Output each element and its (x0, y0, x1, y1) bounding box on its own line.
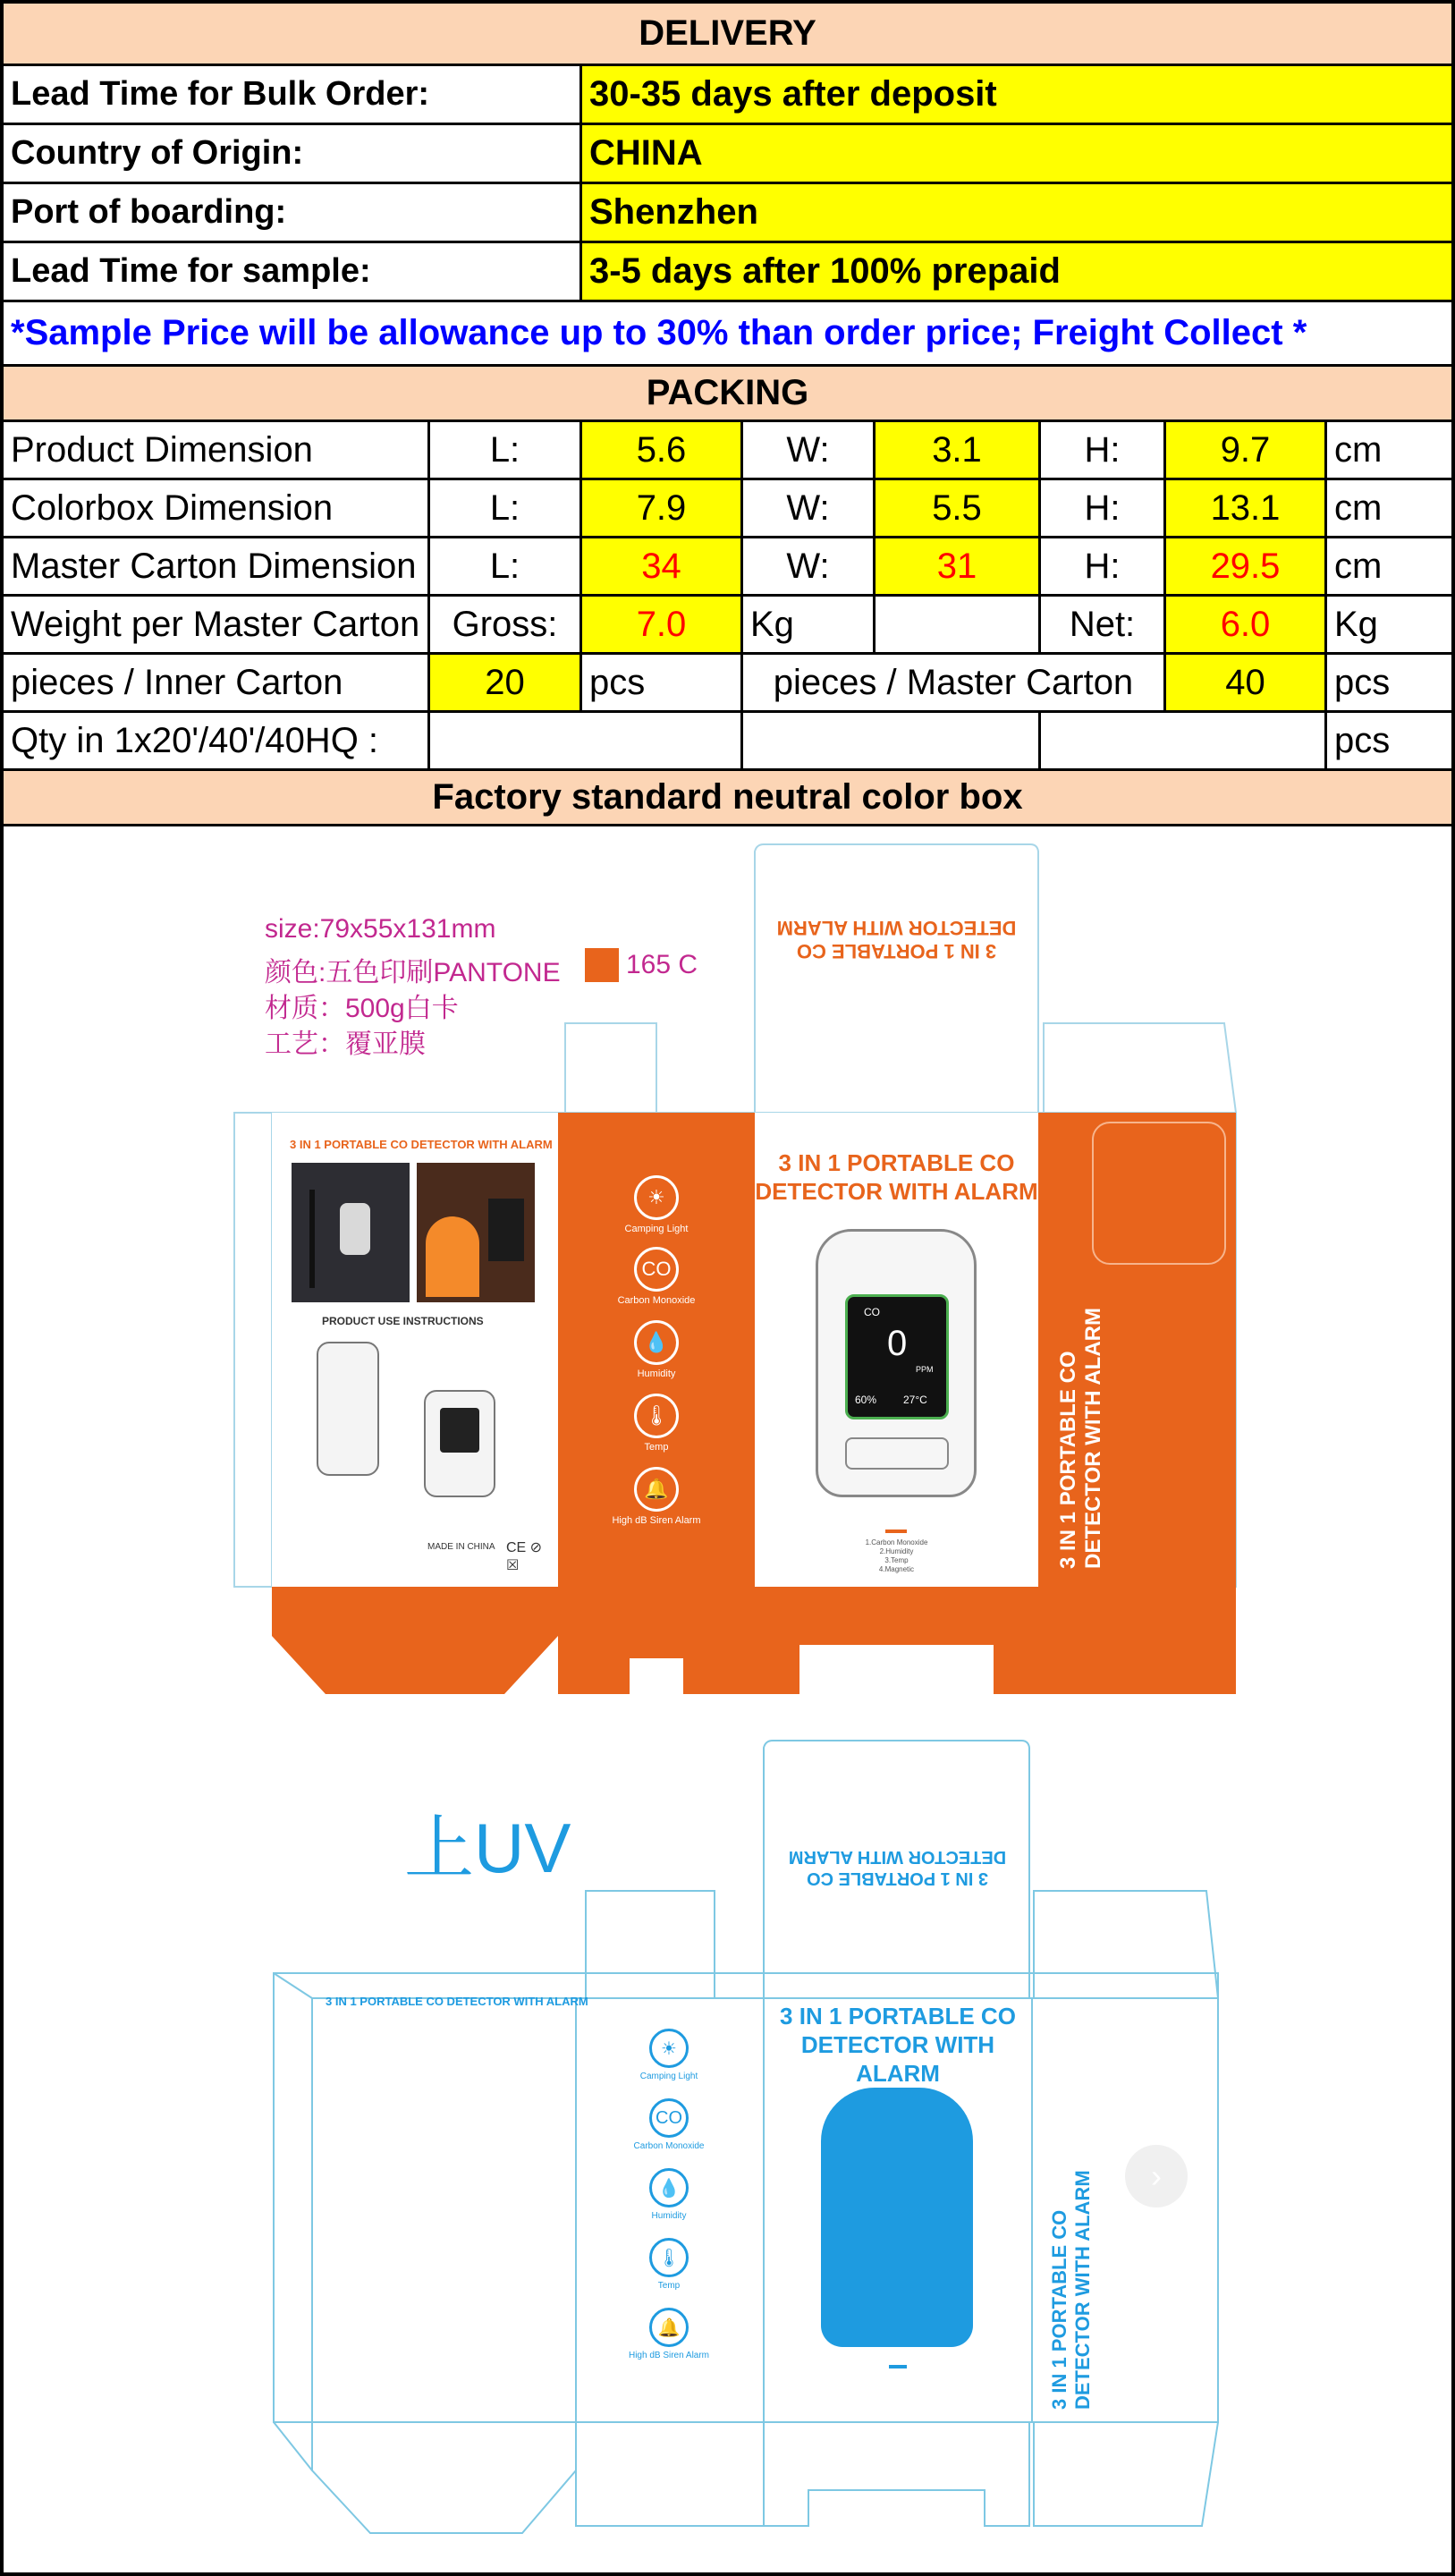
uv-thermometer-icon: 🌡 (649, 2238, 689, 2277)
box-material-spec: 材质：500g白卡 (265, 994, 459, 1023)
delivery-label: Lead Time for sample: (4, 243, 582, 300)
height-value: 29.5 (1166, 538, 1327, 594)
master-pieces-unit: pcs (1334, 662, 1391, 702)
packing-row-qty (4, 713, 1451, 771)
delivery-row-port (4, 184, 1451, 243)
feature-label: Humidity (637, 1368, 676, 1379)
sample-note: *Sample Price will be allowance up to 30% than order price; Freight Collect * (11, 313, 1307, 352)
uv-feature-label: Temp (657, 2281, 681, 2291)
thermometer-icon: 🌡 (634, 1394, 679, 1438)
feature-label: Camping Light (624, 1224, 689, 1234)
empty-cell (876, 597, 1041, 652)
camping-light-icon: ☀ (634, 1175, 679, 1220)
uv-front-dash (889, 2365, 907, 2368)
ce-mark-icon: CE ⊘ ☒ (506, 1540, 543, 1573)
co-icon: CO (634, 1247, 679, 1292)
pantone-code: 165 C (626, 950, 698, 979)
height-value: 13.1 (1166, 480, 1327, 536)
front-feature-list: 1.Carbon Monoxide 2.Humidity 3.Temp 4.Magnetic (865, 1538, 928, 1573)
uv-siren-icon: 🔔 (649, 2308, 689, 2347)
net-unit: Kg (1334, 604, 1378, 644)
uv-feature-label: Carbon Monoxide (633, 2141, 705, 2151)
box-color-spec: 颜色:五色印刷PANTONE (265, 958, 561, 987)
delivery-value: 3-5 days after 100% prepaid (582, 243, 1451, 300)
box-header: Factory standard neutral color box (4, 771, 1451, 826)
gross-unit: Kg (743, 597, 876, 652)
uv-feature-label: Humidity (651, 2211, 687, 2221)
box-process-spec: 工艺：覆亚膜 (265, 1030, 426, 1059)
front-title-line2: DETECTOR WITH ALARM (755, 1178, 1038, 1205)
screen-co-value: 0 (887, 1324, 908, 1363)
width-value: 3.1 (876, 422, 1041, 478)
width-label: W: (743, 538, 876, 594)
delivery-value: CHINA (582, 125, 1451, 182)
next-arrow-icon[interactable]: › (1125, 2145, 1188, 2207)
master-pieces-label: pieces / Master Carton (743, 655, 1166, 710)
width-label: W: (743, 480, 876, 536)
screen-unit: PPM (916, 1365, 934, 1374)
front-title-line1: 3 IN 1 PORTABLE CO (778, 1149, 1015, 1176)
feature-label: High dB Siren Alarm (612, 1515, 701, 1526)
uv-feature-label: High dB Siren Alarm (628, 2351, 710, 2360)
length-value: 5.6 (582, 422, 743, 478)
inner-pieces-value: 20 (430, 655, 582, 710)
siren-icon: 🔔 (634, 1467, 679, 1512)
feature-label: Temp (644, 1442, 669, 1453)
uv-top-flap-title: 3 IN 1 PORTABLE CO DETECTOR WITH ALARM (788, 1847, 1007, 1888)
qty-20 (430, 713, 743, 768)
delivery-label: Country of Origin: (4, 125, 582, 182)
net-label: Net: (1041, 597, 1166, 652)
delivery-row-origin (4, 125, 1451, 184)
height-label: H: (1041, 538, 1166, 594)
length-label: L: (430, 480, 582, 536)
packing-label: Master Carton Dimension (4, 538, 430, 594)
width-value: 31 (876, 538, 1041, 594)
packing-row-product (4, 422, 1451, 480)
length-label: L: (430, 538, 582, 594)
screen-co-label: CO (864, 1306, 880, 1318)
uv-camping-light-icon: ☀ (649, 2029, 689, 2068)
qty-40hq (1041, 713, 1327, 768)
packing-row-weight (4, 597, 1451, 655)
uv-panel-title: 3 IN 1 PORTABLE CO DETECTOR WITH ALARM (326, 1995, 588, 2008)
unit: cm (1334, 429, 1383, 470)
humidity-icon: 💧 (634, 1320, 679, 1365)
height-label: H: (1041, 480, 1166, 536)
made-in-china: MADE IN CHINA (427, 1542, 495, 1552)
screen-temp: 27°C (903, 1394, 927, 1406)
delivery-row-sample (4, 243, 1451, 302)
unit: pcs (1334, 720, 1391, 760)
delivery-label: Lead Time for Bulk Order: (4, 66, 582, 123)
packing-row-colorbox (4, 480, 1451, 538)
width-value: 5.5 (876, 480, 1041, 536)
uv-feature-label: Camping Light (639, 2072, 698, 2081)
uv-co-icon: CO (649, 2098, 689, 2138)
unit: cm (1334, 487, 1383, 528)
box-dieline-artwork (4, 826, 1451, 2572)
length-value: 34 (582, 538, 743, 594)
uv-side-title-vertical: 3 IN 1 PORTABLE CO DETECTOR WITH ALARM (1048, 2170, 1094, 2410)
packing-label: Qty in 1x20'/40'/40HQ : (4, 713, 430, 768)
width-label: W: (743, 422, 876, 478)
panel-title: 3 IN 1 PORTABLE CO DETECTOR WITH ALARM (290, 1138, 553, 1151)
packing-label: Product Dimension (4, 422, 430, 478)
top-flap-title: 3 IN 1 PORTABLE CO DETECTOR WITH ALARM (776, 917, 1017, 962)
uv-label: 上UV (404, 1809, 571, 1887)
length-label: L: (430, 422, 582, 478)
packing-label: pieces / Inner Carton (4, 655, 430, 710)
height-label: H: (1041, 422, 1166, 478)
screen-humidity: 60% (855, 1394, 877, 1406)
packing-row-pieces (4, 655, 1451, 713)
uv-humidity-icon: 💧 (649, 2168, 689, 2207)
side-title-vertical: 3 IN 1 PORTABLE CO DETECTOR WITH ALARM (1056, 1308, 1105, 1569)
instructions-title: PRODUCT USE INSTRUCTIONS (322, 1315, 484, 1327)
qty-40 (743, 713, 1041, 768)
uv-front-title: 3 IN 1 PORTABLE CO DETECTOR WITH ALARM (780, 2003, 1016, 2087)
delivery-header: DELIVERY (4, 4, 1451, 66)
delivery-value: Shenzhen (582, 184, 1451, 241)
uv-device-silhouette (821, 2088, 973, 2347)
delivery-value: 30-35 days after deposit (582, 66, 1451, 123)
delivery-label: Port of boarding: (4, 184, 582, 241)
unit: cm (1334, 546, 1383, 586)
inner-pieces-unit: pcs (582, 655, 743, 710)
delivery-row-bulk (4, 66, 1451, 125)
box-size-spec: size:79x55x131mm (265, 914, 496, 944)
gross-label: Gross: (430, 597, 582, 652)
height-value: 9.7 (1166, 422, 1327, 478)
master-pieces-value: 40 (1166, 655, 1327, 710)
packing-label: Weight per Master Carton (4, 597, 430, 652)
gross-value: 7.0 (582, 597, 743, 652)
packing-header: PACKING (4, 367, 1451, 422)
feature-label: Carbon Monoxide (617, 1295, 696, 1306)
orange-flaps (4, 826, 1451, 2572)
net-value: 6.0 (1166, 597, 1327, 652)
packing-label: Colorbox Dimension (4, 480, 430, 536)
packing-row-master (4, 538, 1451, 597)
length-value: 7.9 (582, 480, 743, 536)
sample-note-row (4, 302, 1451, 367)
